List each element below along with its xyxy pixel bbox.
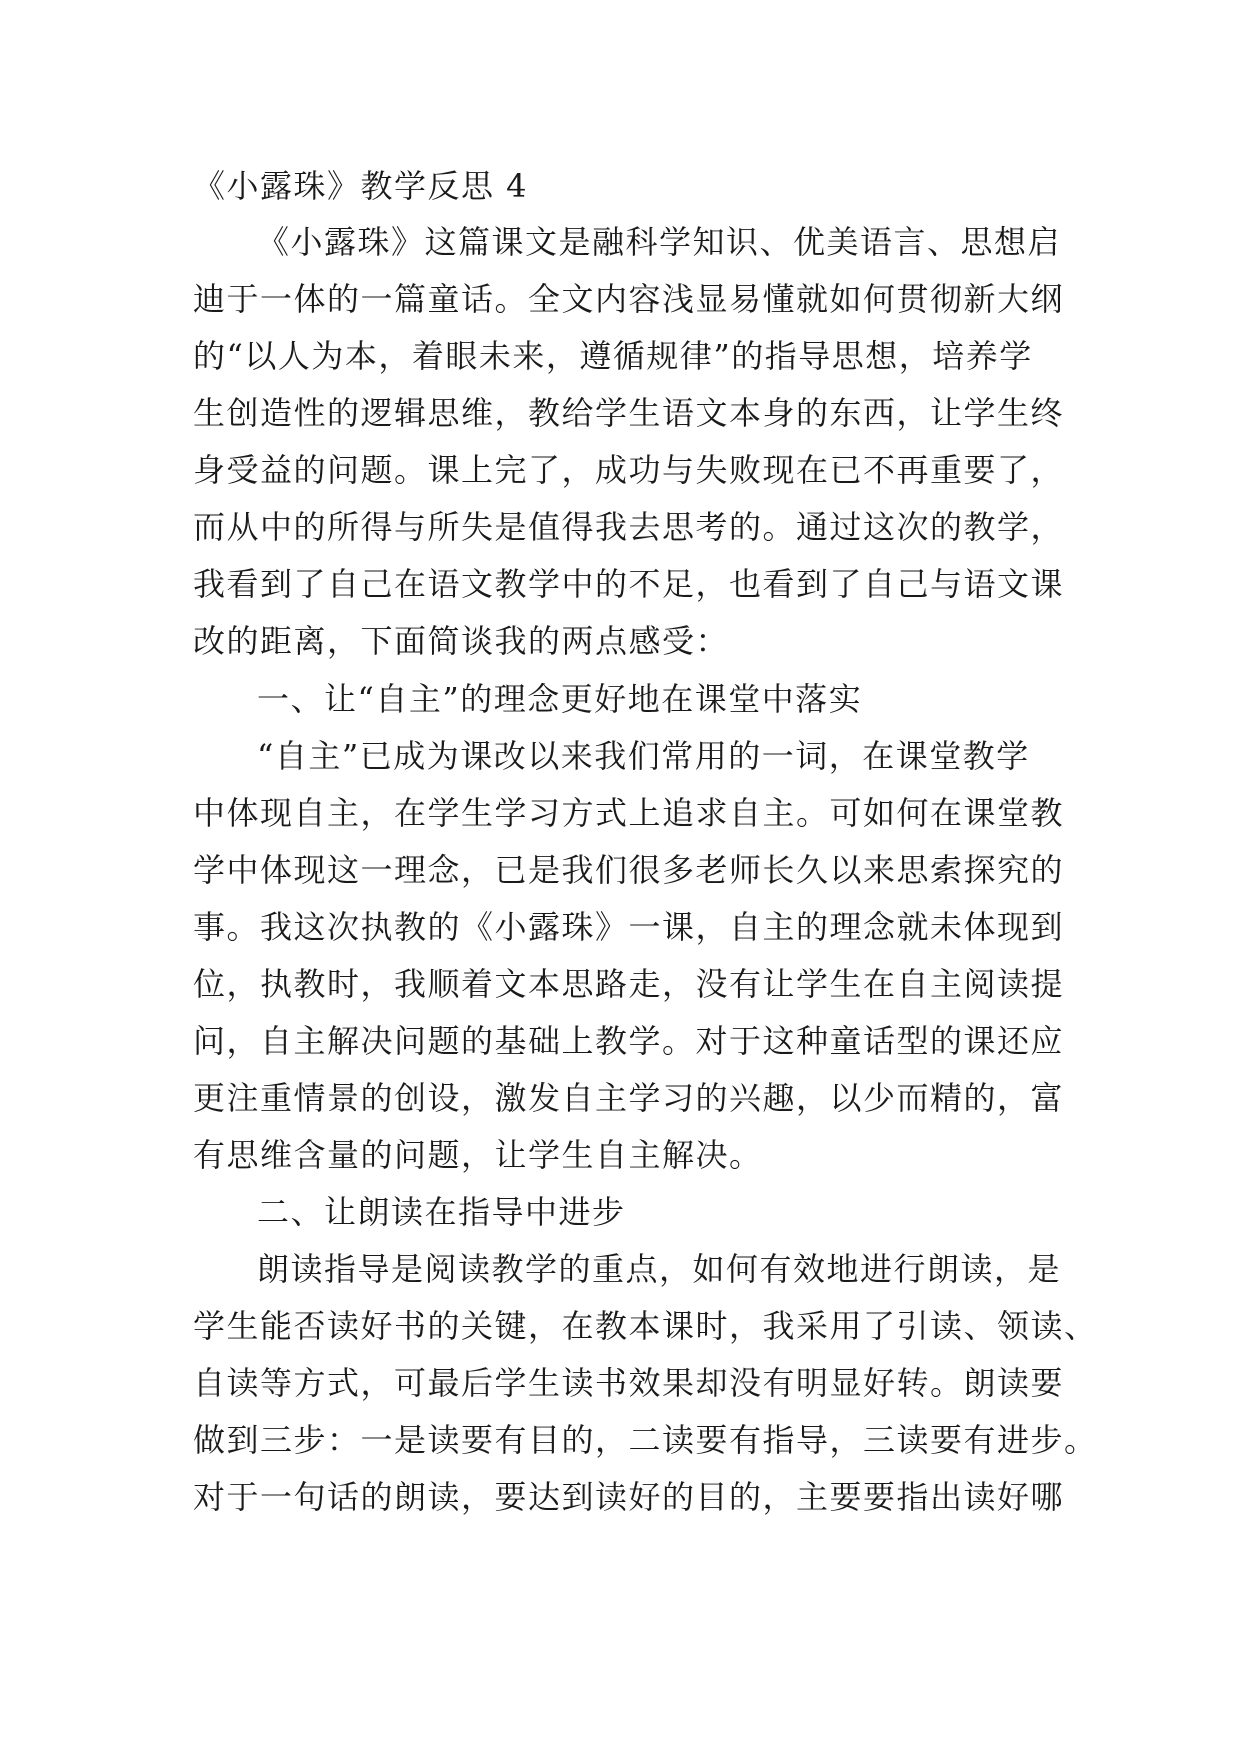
paragraph-line: 我看到了自己在语文教学中的不足，也看到了自己与语文课 bbox=[193, 565, 1065, 603]
paragraph-line: 位，执教时，我顺着文本思路走，没有让学生在自主阅读提 bbox=[193, 965, 1065, 1003]
document-title: 《小露珠》教学反思 4 bbox=[193, 167, 529, 205]
section-heading: 一、让“自主”的理念更好地在课堂中落实 bbox=[257, 680, 863, 718]
paragraph-line: 学中体现这一理念，已是我们很多老师长久以来思索探究的 bbox=[193, 851, 1065, 889]
paragraph-line: 《小露珠》这篇课文是融科学知识、优美语言、思想启 bbox=[257, 223, 1062, 261]
section-heading: 二、让朗读在指导中进步 bbox=[257, 1193, 626, 1231]
paragraph-line: 生创造性的逻辑思维，教给学生语文本身的东西，让学生终 bbox=[193, 394, 1065, 432]
paragraph-line: “自主”已成为课改以来我们常用的一词，在课堂教学 bbox=[257, 737, 1030, 775]
paragraph-line: 迪于一体的一篇童话。全文内容浅显易懂就如何贯彻新大纲 bbox=[193, 280, 1065, 318]
paragraph-line: 身受益的问题。课上完了，成功与失败现在已不再重要了， bbox=[193, 451, 1065, 489]
paragraph-line: 学生能否读好书的关键，在教本课时，我采用了引读、领读、 bbox=[193, 1307, 1098, 1345]
paragraph-line: 改的距离，下面简谈我的两点感受： bbox=[193, 622, 730, 660]
paragraph-line: 问，自主解决问题的基础上教学。对于这种童话型的课还应 bbox=[193, 1022, 1065, 1060]
paragraph-line: 中体现自主，在学生学习方式上追求自主。可如何在课堂教 bbox=[193, 794, 1065, 832]
paragraph-line: 做到三步：一是读要有目的，二读要有指导，三读要有进步。 bbox=[193, 1421, 1098, 1459]
paragraph-line: 而从中的所得与所失是值得我去思考的。通过这次的教学， bbox=[193, 508, 1065, 546]
paragraph-line: 朗读指导是阅读教学的重点，如何有效地进行朗读，是 bbox=[257, 1250, 1062, 1288]
paragraph-line: 对于一句话的朗读，要达到读好的目的，主要要指出读好哪 bbox=[193, 1478, 1065, 1516]
paragraph-line: 更注重情景的创设，激发自主学习的兴趣，以少而精的，富 bbox=[193, 1079, 1065, 1117]
paragraph-line: 的“以人为本，着眼未来，遵循规律”的指导思想，培养学 bbox=[193, 337, 1033, 375]
paragraph-line: 自读等方式，可最后学生读书效果却没有明显好转。朗读要 bbox=[193, 1364, 1065, 1402]
paragraph-line: 事。我这次执教的《小露珠》一课，自主的理念就未体现到 bbox=[193, 908, 1065, 946]
paragraph-line: 有思维含量的问题，让学生自主解决。 bbox=[193, 1136, 763, 1174]
